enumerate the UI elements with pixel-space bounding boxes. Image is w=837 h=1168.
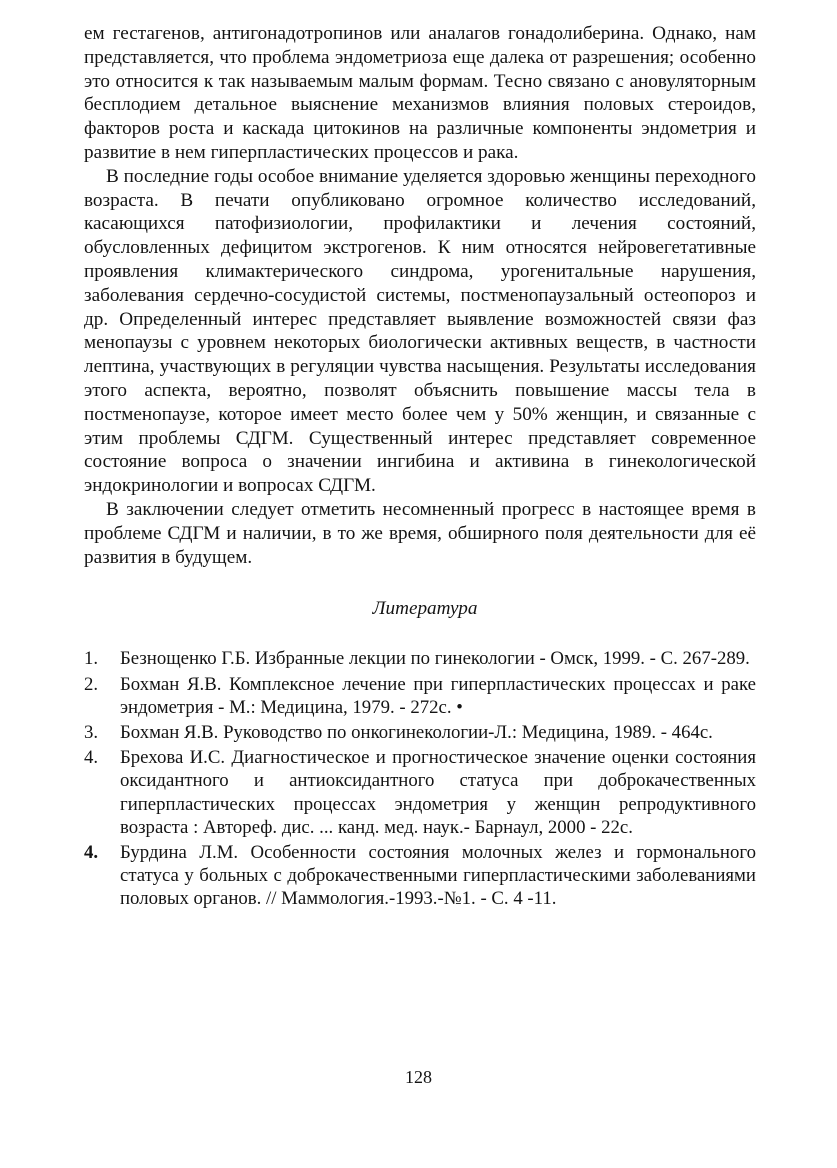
references-list [84, 647, 756, 910]
paragraph-1: ем гестагенов, антигонадотропинов или аналагов гонадолиберина. Однако, нам представляется, что проблема эндометриоза еще далека от разрешения; особенно это относится к так называемым малым формам. Тесно связано с ановуляторным бесплодием детальное выяснение механизмов влияния половых стероидов, факторов роста и каскада цитокинов на различные компоненты эндометрия и развитие в нем гиперпластических процессов и рака. [84, 23, 756, 163]
reference-text: Бурдина Л.М. Особенности состояния молочных желез и гормонального статуса у больных с доброкачественными гиперпластическими заболеваниями половых органов. // Маммология.-1993.-№1. - С. 4 -11. [120, 841, 756, 910]
reference-number: 2. [84, 673, 99, 695]
reference-number: 4. [84, 747, 99, 769]
paragraph-2: В последние годы особое внимание уделяется здоровью женщины переходного возраста. В печати опубликовано огромное количество исследований, касающихся патофизиологии, профилактики и лечения состояний, обусловленных дефицитом экстрогенов. К ним относятся нейровегетативные проявления климактерического синдрома, урогенитальные нарушения, заболевания сердечно-сосудистой системы, постменопаузальный остеопороз и др. Определенный интерес представляет выявление возможностей связи фаз менопаузы с уровнем некоторых биологически активных веществ, в частности лептина, участвующих в регуляции чувства насыщения. Результаты исследования этого аспекта, вероятно, позволят объяснить повышение массы тела в постменопаузе, которое имеет место более чем у 50% женщин, и связанные с этим проблемы СДГМ. Существенный интерес представляет современное состояние вопроса о значении ингибина и активина в гинекологической эндокринологии и вопросах СДГМ. [84, 165, 756, 497]
reference-number: 3. [84, 721, 99, 743]
reference-number: 4. [84, 841, 99, 863]
reference-number: 1. [84, 648, 99, 670]
reference-item [84, 746, 756, 839]
reference-item [84, 673, 756, 719]
reference-text: Безнощенко Г.Б. Избранные лекции по гинекологии - Омск, 1999. - С. 267-289. [120, 648, 750, 670]
page-body [84, 22, 756, 913]
paragraph-3: В заключении следует отметить несомненный прогресс в настоящее время в проблеме СДГМ и наличии, в то же время, обширного поля деятельности для её развития в будущем. [84, 498, 756, 568]
reference-text: Бохман Я.В. Комплексное лечение при гиперпластических процессах и раке эндометрия - М.: Медицина, 1979. - 272с. • [120, 673, 756, 718]
reference-text: Брехова И.С. Диагностическое и прогностическое значение оценки состояния оксидантного и антиоксидантного статуса при доброкачественных гиперпластических процессах эндометрия у женщин репродуктивного возраста : Автореф. дис. ... канд. мед. наук.- Барнаул, 2000 - 22с. [120, 747, 756, 838]
reference-item [84, 647, 756, 670]
reference-item [84, 841, 756, 911]
reference-text: Бохман Я.В. Руководство по онкогинекологии-Л.: Медицина, 1989. - 464с. [120, 721, 713, 743]
references-heading: Литература [372, 598, 478, 620]
reference-item [84, 721, 756, 744]
page-number: 128 [405, 1067, 432, 1087]
